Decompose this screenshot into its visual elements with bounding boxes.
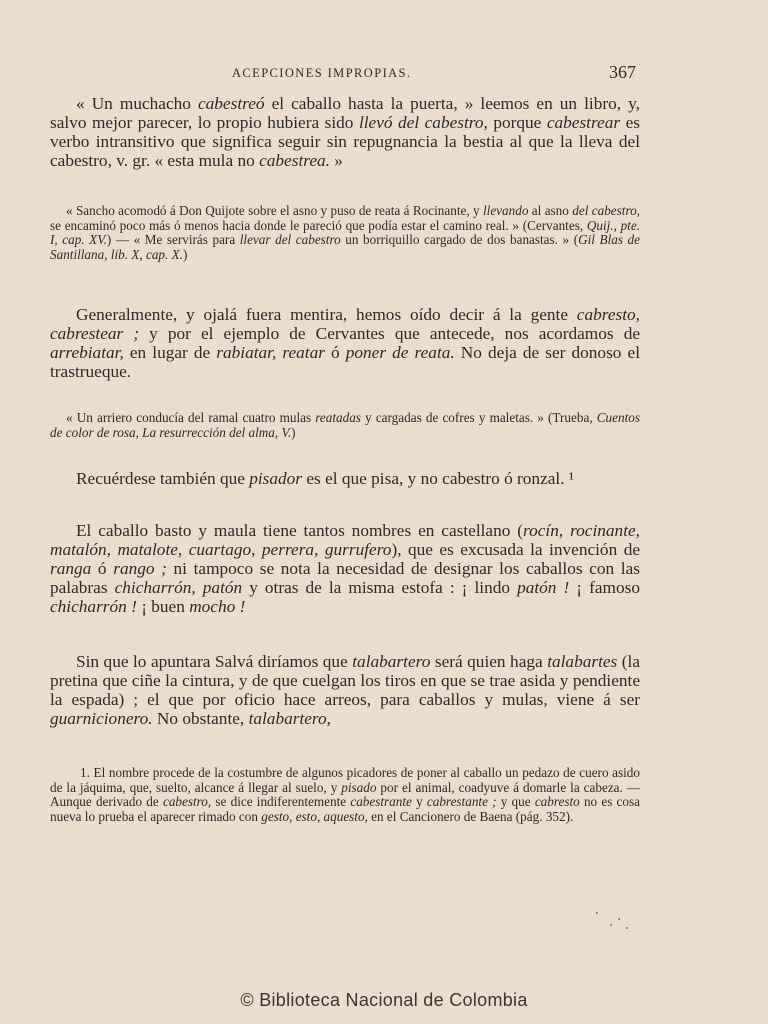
footnote-block <box>50 766 640 824</box>
paragraph-4: El caballo basto y maula tiene tantos nombres en castellano (rocín, rocinante, matalón, matalote, cuartago, perrera, gurrufero), que es excusada la invención de ranga ó rango ; ni tampoco se nota la necesidad de designar los caballos con las palabras chicharrón, patón y otras de la misma estofa : ¡ lindo patón ! ¡ famoso chicharrón ! ¡ buen mocho ! <box>50 521 641 616</box>
citation-1: « Sancho acomodó á Don Quijote sobre el asno y puso de reata á Rocinante, y llevando al asno del cabestro, se encaminó poco más ó menos hacia donde le pareció que podía estar el camino real. » (Cervantes, Quij., pte. I, cap. XV.) — « Me servirás para llevar del cabestro un borriquillo cargado de dos banastas. » (Gil Blas de Santillana, lib. X, cap. X.) <box>50 203 640 262</box>
citation-1-block <box>50 204 640 262</box>
paragraph-1-block <box>50 94 640 170</box>
paragraph-4-block <box>50 521 640 616</box>
paragraph-5: Sin que lo apuntara Salvá diríamos que talabartero será quien haga talabartes (la pretina que ciñe la cintura, y de que cuelgan los tiros en que se trae asida y pendiente la espada) ; el que por oficio hace arreos, para caballos y mulas, viene á ser guarnicionero. No obstante, talabartero, <box>50 652 641 728</box>
footnote: 1. El nombre procede de la costumbre de algunos picadores de poner al caballo un pedazo de cuero asido de la jáquima, que, suelto, alcance á llegar al suelo, y pisado por el animal, coadyuve á domarle la cabeza. — Aunque derivado de cabestro, se dice indiferentemente cabestrante y cabrestante ; y que cabresto no es cosa nueva lo prueba el aparecer rimado con gesto, esto, aquesto, en el Cancionero de Baena (pág. 352). <box>50 765 640 824</box>
paragraph-3-block <box>50 469 640 488</box>
paragraph-3: Recuérdese también que pisador es el que pisa, y no cabestro ó ronzal. ¹ <box>76 469 575 488</box>
library-watermark: © Biblioteca Nacional de Colombia <box>240 990 528 1010</box>
paragraph-2: Generalmente, y ojalá fuera mentira, hemos oído decir á la gente cabresto, cabrestear ; y por el ejemplo de Cervantes que antecede, nos acordamos de arrebiatar, en lugar de rabiatar, reatar ó poner de reata. No deja de ser donoso el trastrueque. <box>50 305 640 381</box>
paragraph-1: « Un muchacho cabestreó el caballo hasta la puerta, » leemos en un libro, y, salvo mejor parecer, lo propio hubiera sido llevó del cabestro, porque cabestrear es verbo intransitivo que significa seguir sin repugnancia la bestia al que la lleva del cabestro, v. gr. « esta mula no cabestrea. » <box>50 94 641 170</box>
citation-2-block <box>50 411 640 440</box>
paragraph-2-block <box>50 305 640 381</box>
running-header <box>50 62 640 86</box>
citation-2: « Un arriero conducía del ramal cuatro mulas reatadas y cargadas de cofres y maletas. » (Trueba, Cuentos de color de rosa, La resurrección del alma, V.) <box>50 410 640 440</box>
page-number: 367 <box>609 62 636 82</box>
paragraph-5-block <box>50 652 640 728</box>
running-title: ACEPCIONES IMPROPIAS. <box>232 66 412 80</box>
